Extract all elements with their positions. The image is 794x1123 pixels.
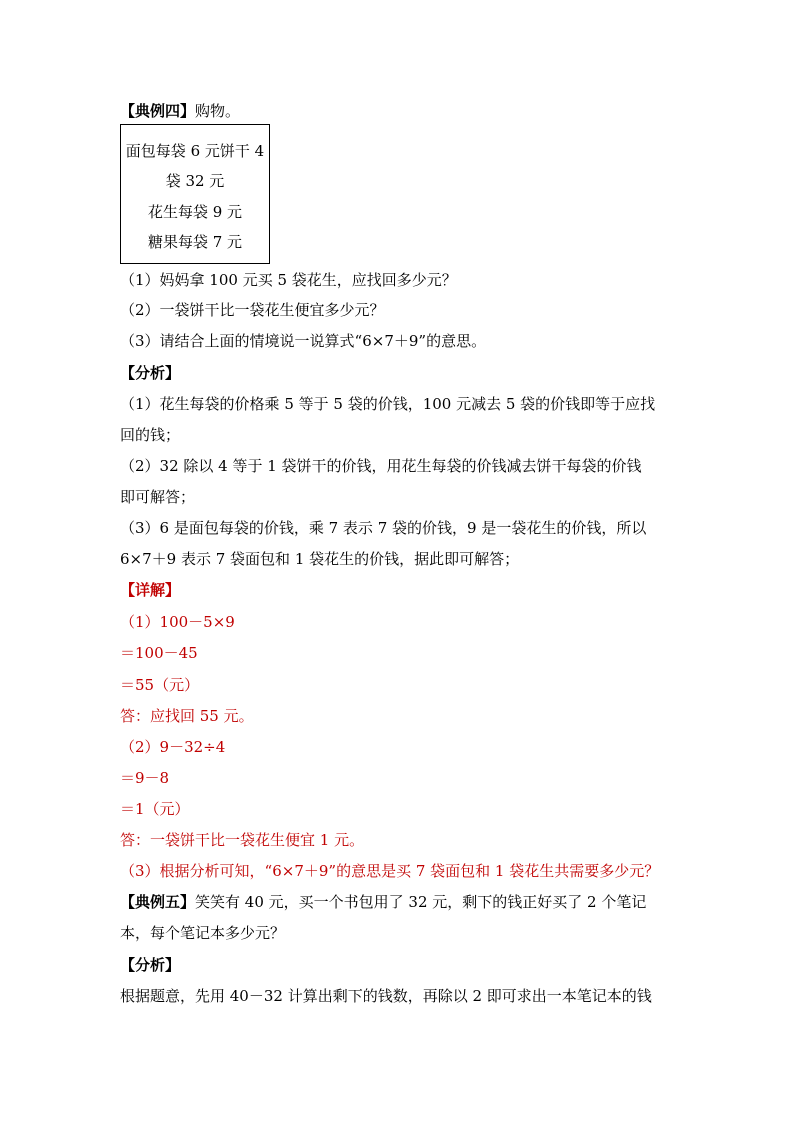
detail-heading: 【详解】 — [120, 581, 181, 599]
analysis-1-line-1: （1）花生每袋的价格乘 5 等于 5 袋的价钱，100 元减去 5 袋的价钱即等于应找 — [120, 395, 656, 413]
analysis-3-line-2: 6×7＋9 表示 7 袋面包和 1 袋花生的价钱，据此即可解答； — [120, 550, 520, 568]
example5-tag: 【典例五】 — [120, 893, 196, 911]
analysis-2-line-1: （2）32 除以 4 等于 1 袋饼干的价钱，用花生每袋的价钱减去饼干每袋的价钱 — [120, 457, 642, 475]
solution-1-line-1: （1）100－5×9 — [120, 613, 235, 631]
price-box-line-2: 袋 32 元 — [165, 172, 225, 190]
price-box-line-3: 花生每袋 9 元 — [147, 203, 243, 221]
solution-2-answer: 答：一袋饼干比一袋花生便宜 1 元。 — [120, 831, 365, 849]
price-box-line-1: 面包每袋 6 元饼干 4 — [125, 142, 265, 160]
solution-1-answer: 答：应找回 55 元。 — [120, 707, 254, 725]
solution-2-line-1: （2）9－32÷4 — [120, 738, 226, 756]
question-1: （1）妈妈拿 100 元买 5 袋花生，应找回多少元？ — [120, 271, 457, 289]
example4-heading — [120, 101, 240, 121]
question-3: （3）请结合上面的情境说一说算式“6×7＋9”的意思。 — [120, 332, 487, 350]
analysis-2-line-2: 即可解答； — [120, 488, 196, 506]
analysis-3-line-1: （3）6 是面包每袋的价钱，乘 7 表示 7 袋的价钱，9 是一袋花生的价钱，所以 — [120, 519, 647, 537]
price-info-box — [120, 124, 270, 264]
solution-2-line-2: ＝9－8 — [120, 769, 170, 787]
analysis-heading: 【分析】 — [120, 364, 181, 382]
example5-analysis-heading: 【分析】 — [120, 956, 181, 974]
solution-1-line-3: ＝55（元） — [120, 676, 200, 694]
price-box-line-4: 糖果每袋 7 元 — [147, 233, 243, 251]
example5-question-line-1: 笑笑有 40 元，买一个书包用了 32 元，剩下的钱正好买了 2 个笔记 — [195, 893, 647, 911]
solution-1-line-2: ＝100－45 — [120, 644, 198, 662]
example4-title: 购物。 — [195, 102, 241, 120]
example4-tag: 【典例四】 — [120, 102, 196, 120]
solution-3-line-1: （3）根据分析可知，“6×7＋9”的意思是买 7 袋面包和 1 袋花生共需要多少元？ — [120, 862, 660, 880]
example5-question-line-2: 本，每个笔记本多少元？ — [120, 924, 286, 942]
solution-2-line-3: ＝1（元） — [120, 800, 190, 818]
example5-heading — [120, 892, 646, 912]
example5-analysis-line-1: 根据题意，先用 40－32 计算出剩下的钱数，再除以 2 即可求出一本笔记本的钱 — [120, 987, 652, 1005]
question-2: （2）一袋饼干比一袋花生便宜多少元？ — [120, 301, 385, 319]
analysis-1-line-2: 回的钱； — [120, 426, 181, 444]
